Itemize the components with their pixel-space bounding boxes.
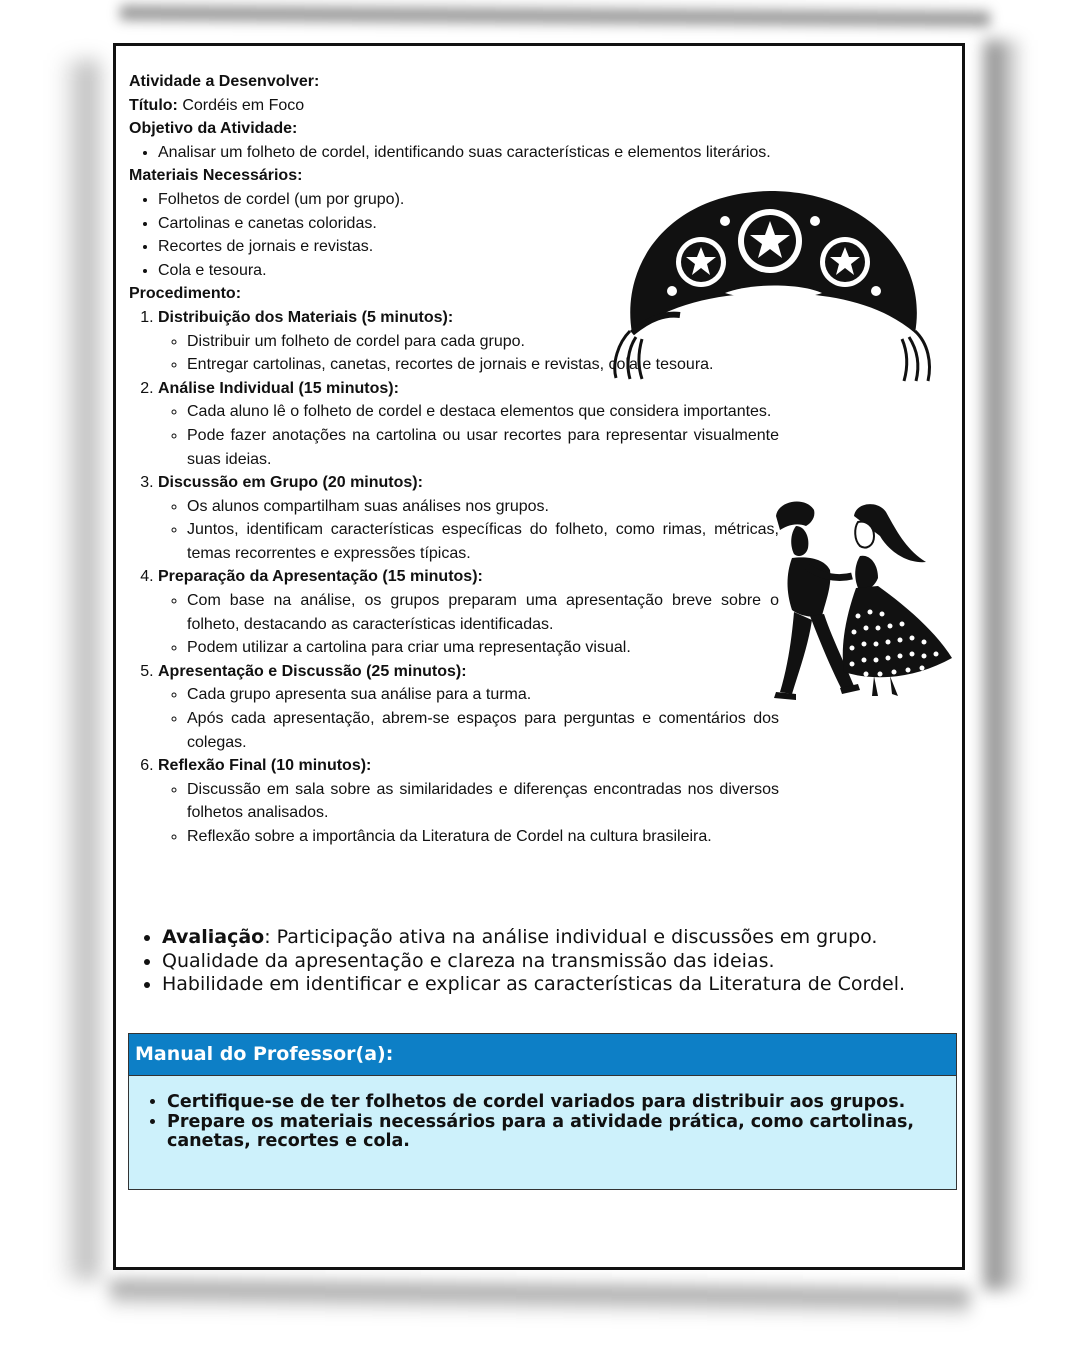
procedure-step (158, 660, 779, 754)
list-item: ◦ Reflexão sobre a importância da Literatura de Cordel na cultura brasileira. (187, 825, 779, 849)
list-item: • Analisar um folheto de cordel, identificando suas características e elementos literários. (158, 141, 779, 165)
list-item: • Cartolinas e canetas coloridas. (158, 212, 779, 236)
procedure-step (158, 377, 779, 471)
paper-shadow-top (120, 1, 990, 29)
teacher-manual-title: Manual do Professor(a): (129, 1034, 956, 1076)
step-title: Reflexão Final (10 minutos): (158, 757, 372, 775)
list-item: ◦ Distribuir um folheto de cordel para cada grupo. (187, 330, 779, 354)
activity-heading: Atividade a Desenvolver: (129, 73, 320, 90)
dancing-couple-icon (766, 496, 956, 706)
list-item: • Cola e tesoura. (158, 259, 779, 283)
procedure-step (158, 754, 779, 848)
step-title: Discussão em Grupo (20 minutos): (158, 474, 423, 492)
evaluation-section (134, 926, 914, 997)
procedure-step (158, 471, 779, 565)
list-item: ◦ Podem utilizar a cartolina para criar uma representação visual. (187, 636, 779, 660)
list-item: ◦ Após cada apresentação, abrem-se espaços para perguntas e comentários dos colegas. (187, 707, 779, 754)
list-item: • Recortes de jornais e revistas. (158, 235, 779, 259)
step-title: Apresentação e Discussão (25 minutos): (158, 662, 467, 680)
step-title: Distribuição dos Materiais (5 minutos): (158, 308, 454, 326)
list-item: ◦ Pode fazer anotações na cartolina ou usar recortes para representar visualmente suas ideias. (187, 424, 779, 471)
step-title: Preparação da Apresentação (15 minutos): (158, 568, 483, 586)
list-item: • Habilidade em identificar e explicar as características da Literatura de Cordel. (162, 973, 914, 997)
cangaceiro-hat-icon (610, 153, 940, 383)
list-item: ◦ Com base na análise, os grupos preparam uma apresentação breve sobre o folheto, destacando as características identificadas. (187, 589, 779, 636)
list-item: • Prepare os materiais necessários para a atividade prática, como cartolinas, canetas, recortes e cola. (167, 1113, 956, 1152)
teacher-manual-box (128, 1033, 957, 1190)
list-item: ◦ Discussão em sala sobre as similaridades e diferenças encontradas nos diversos folhetos analisados. (187, 778, 779, 825)
list-item: • Avaliação: Participação ativa na análise individual e discussões em grupo. (162, 926, 914, 950)
materials-heading: Materiais Necessários: (129, 167, 303, 185)
list-item: ◦ Cada grupo apresenta sua análise para a turma. (187, 683, 779, 707)
activity-title: Título: Cordéis em Foco (129, 96, 305, 114)
list-item: ◦ Entregar cartolinas, canetas, recortes de jornais e revistas, cola e tesoura. (187, 353, 807, 377)
procedure-heading: Procedimento: (129, 285, 242, 303)
step-title: Análise Individual (15 minutos): (158, 379, 399, 397)
worksheet-page (113, 43, 965, 1270)
list-item: • Folhetos de cordel (um por grupo). (158, 188, 779, 212)
list-item: ◦ Juntos, identificam características específicas do folheto, como rimas, métricas, temas recorrentes e expressões típicas. (187, 518, 779, 565)
objective-heading: Objetivo da Atividade: (129, 120, 298, 138)
procedure-steps (129, 306, 779, 849)
list-item: ◦ Os alunos compartilham suas análises nos grupos. (187, 495, 779, 519)
paper-shadow-bottom (110, 1280, 970, 1319)
paper-shadow-left (58, 60, 98, 1280)
list-item: ◦ Cada aluno lê o folheto de cordel e destaca elementos que considera importantes. (187, 400, 779, 424)
list-item: • Certifique-se de ter folhetos de cordel variados para distribuir aos grupos. (167, 1093, 956, 1113)
paper-shadow-right (985, 40, 1025, 1290)
procedure-step (158, 565, 779, 659)
list-item: • Qualidade da apresentação e clareza na transmissão das ideias. (162, 950, 914, 974)
evaluation-label: Avaliação (162, 926, 265, 948)
teacher-manual-list (129, 1093, 956, 1152)
